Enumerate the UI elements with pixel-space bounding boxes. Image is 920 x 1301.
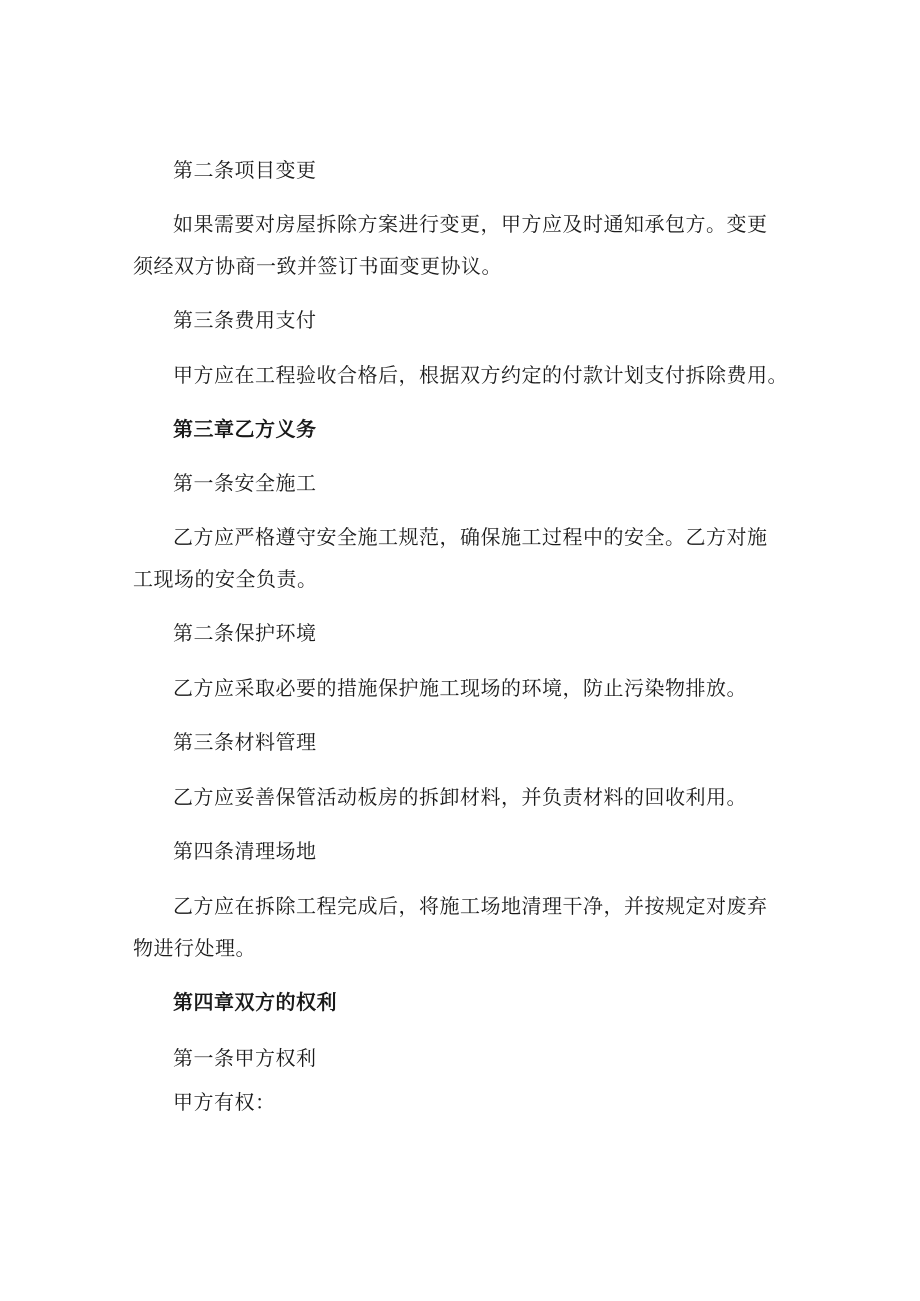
article-title: 第三条材料管理	[173, 730, 317, 754]
article-title: 第四条清理场地	[173, 839, 317, 863]
chapter-heading: 第四章双方的权利	[173, 990, 337, 1014]
article-title: 第二条项目变更	[173, 158, 317, 182]
paragraph-line: 乙方应在拆除工程完成后，将施工场地清理干净，并按规定对废弃	[173, 894, 768, 918]
article-title: 第一条甲方权利	[173, 1046, 317, 1070]
paragraph-line: 乙方应严格遵守安全施工规范，确保施工过程中的安全。乙方对施	[173, 525, 768, 549]
paragraph-line: 工现场的安全负责。	[133, 567, 318, 591]
chapter-heading: 第三章乙方义务	[173, 417, 317, 441]
paragraph-line: 甲方应在工程验收合格后，根据双方约定的付款计划支付拆除费用。	[173, 363, 788, 387]
paragraph-line: 如果需要对房屋拆除方案进行变更，甲方应及时通知承包方。变更	[173, 212, 768, 236]
paragraph-line: 甲方有权：	[173, 1090, 276, 1114]
paragraph-line: 乙方应采取必要的措施保护施工现场的环境，防止污染物排放。	[173, 676, 747, 700]
article-title: 第二条保护环境	[173, 621, 317, 645]
article-title: 第三条费用支付	[173, 308, 317, 332]
paragraph-line: 须经双方协商一致并签订书面变更协议。	[133, 254, 502, 278]
paragraph-line: 乙方应妥善保管活动板房的拆卸材料，并负责材料的回收利用。	[173, 785, 747, 809]
article-title: 第一条安全施工	[173, 471, 317, 495]
paragraph-line: 物进行处理。	[133, 936, 256, 960]
